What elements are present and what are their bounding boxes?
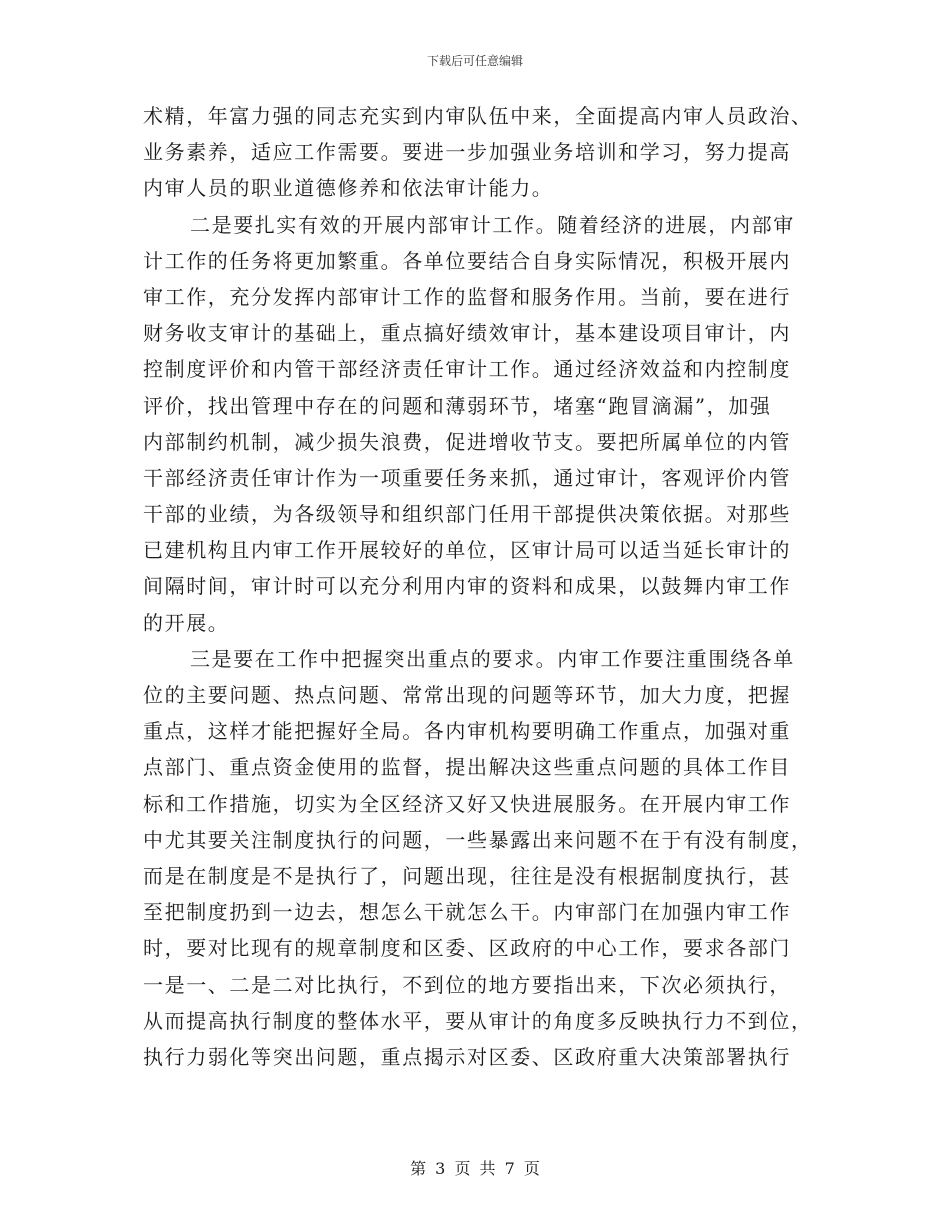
text-line: 财务收支审计的基础上，重点搞好绩效审计，基本建设项目审计，内 [143, 321, 791, 346]
text-line: 内部制约机制，减少损失浪费，促进增收节支。要把所属单位的内管 [143, 429, 791, 454]
text-line: 术精，年富力强的同志充实到内审队伍中来，全面提高内审人员政治、 [143, 104, 813, 128]
text-line: 已建机构且内审工作开展较好的单位，区审计局可以适当延长审计的 [143, 538, 791, 563]
text-line: 而是在制度是不是执行了，问题出现，往往是没有根据制度执行，甚 [143, 863, 791, 888]
text-line: 计工作的任务将更加繁重。各单位要结合自身实际情况，积极开展内 [143, 248, 791, 273]
text-line: 控制度评价和内管干部经济责任审计工作。通过经济效益和内控制度 [143, 357, 791, 382]
text-line: 内审人员的职业道德修养和依法审计能力。 [143, 176, 554, 201]
text-line: 干部经济责任审计作为一项重要任务来抓，通过审计，客观评价内管 [143, 465, 791, 490]
page-footer: 第 3 页 共 7 页 [410, 1159, 540, 1178]
text-line: 至把制度扔到一边去，想怎么干就怎么干。内审部门在加强内审工作 [143, 900, 791, 925]
text-line: 间隔时间，审计时可以充分利用内审的资料和成果，以鼓舞内审工作 [143, 574, 791, 599]
text-line: 从而提高执行制度的整体水平，要从审计的角度多反映执行力不到位， [143, 1008, 813, 1033]
page-header: 下载后可任意编辑 [426, 54, 523, 68]
text-line: 重点，这样才能把握好全局。各内审机构要明确工作重点，加强对重 [143, 719, 791, 744]
text-line: 中尤其要关注制度执行的问题，一些暴露出来问题不在于有没有制度， [143, 827, 813, 852]
text-line: 点部门、重点资金使用的监督，提出解决这些重点问题的具体工作目 [143, 755, 791, 780]
text-line: 干部的业绩，为各级领导和组织部门任用干部提供决策依据。对那些 [143, 502, 791, 527]
text-line: 一是一、二是二对比执行，不到位的地方要指出来，下次必须执行， [143, 972, 791, 997]
text-line: 位的主要问题、热点问题、常常出现的问题等环节，加大力度，把握 [143, 683, 791, 707]
paragraph-start-line: 二是要扎实有效的开展内部审计工作。随着经济的进展，内部审 [190, 212, 795, 237]
text-line: 评价，找出管理中存在的问题和薄弱环节，堵塞“跑冒滴漏”，加强 [143, 393, 772, 418]
paragraph-start-line: 三是要在工作中把握突出重点的要求。内审工作要注重围绕各单 [190, 646, 795, 671]
text-line: 的开展。 [143, 610, 230, 635]
text-line: 审工作，充分发挥内部审计工作的监督和服务作用。当前，要在进行 [143, 284, 791, 309]
document-body [143, 98, 811, 1075]
text-line: 标和工作措施，切实为全区经济又好又快进展服务。在开展内审工作 [143, 791, 791, 816]
text-line: 执行力弱化等突出问题，重点揭示对区委、区政府重大决策部署执行 [143, 1044, 791, 1069]
text-line: 时，要对比现有的规章制度和区委、区政府的中心工作，要求各部门 [143, 936, 791, 961]
text-line: 业务素养，适应工作需要。要进一步加强业务培训和学习，努力提高 [143, 140, 791, 165]
